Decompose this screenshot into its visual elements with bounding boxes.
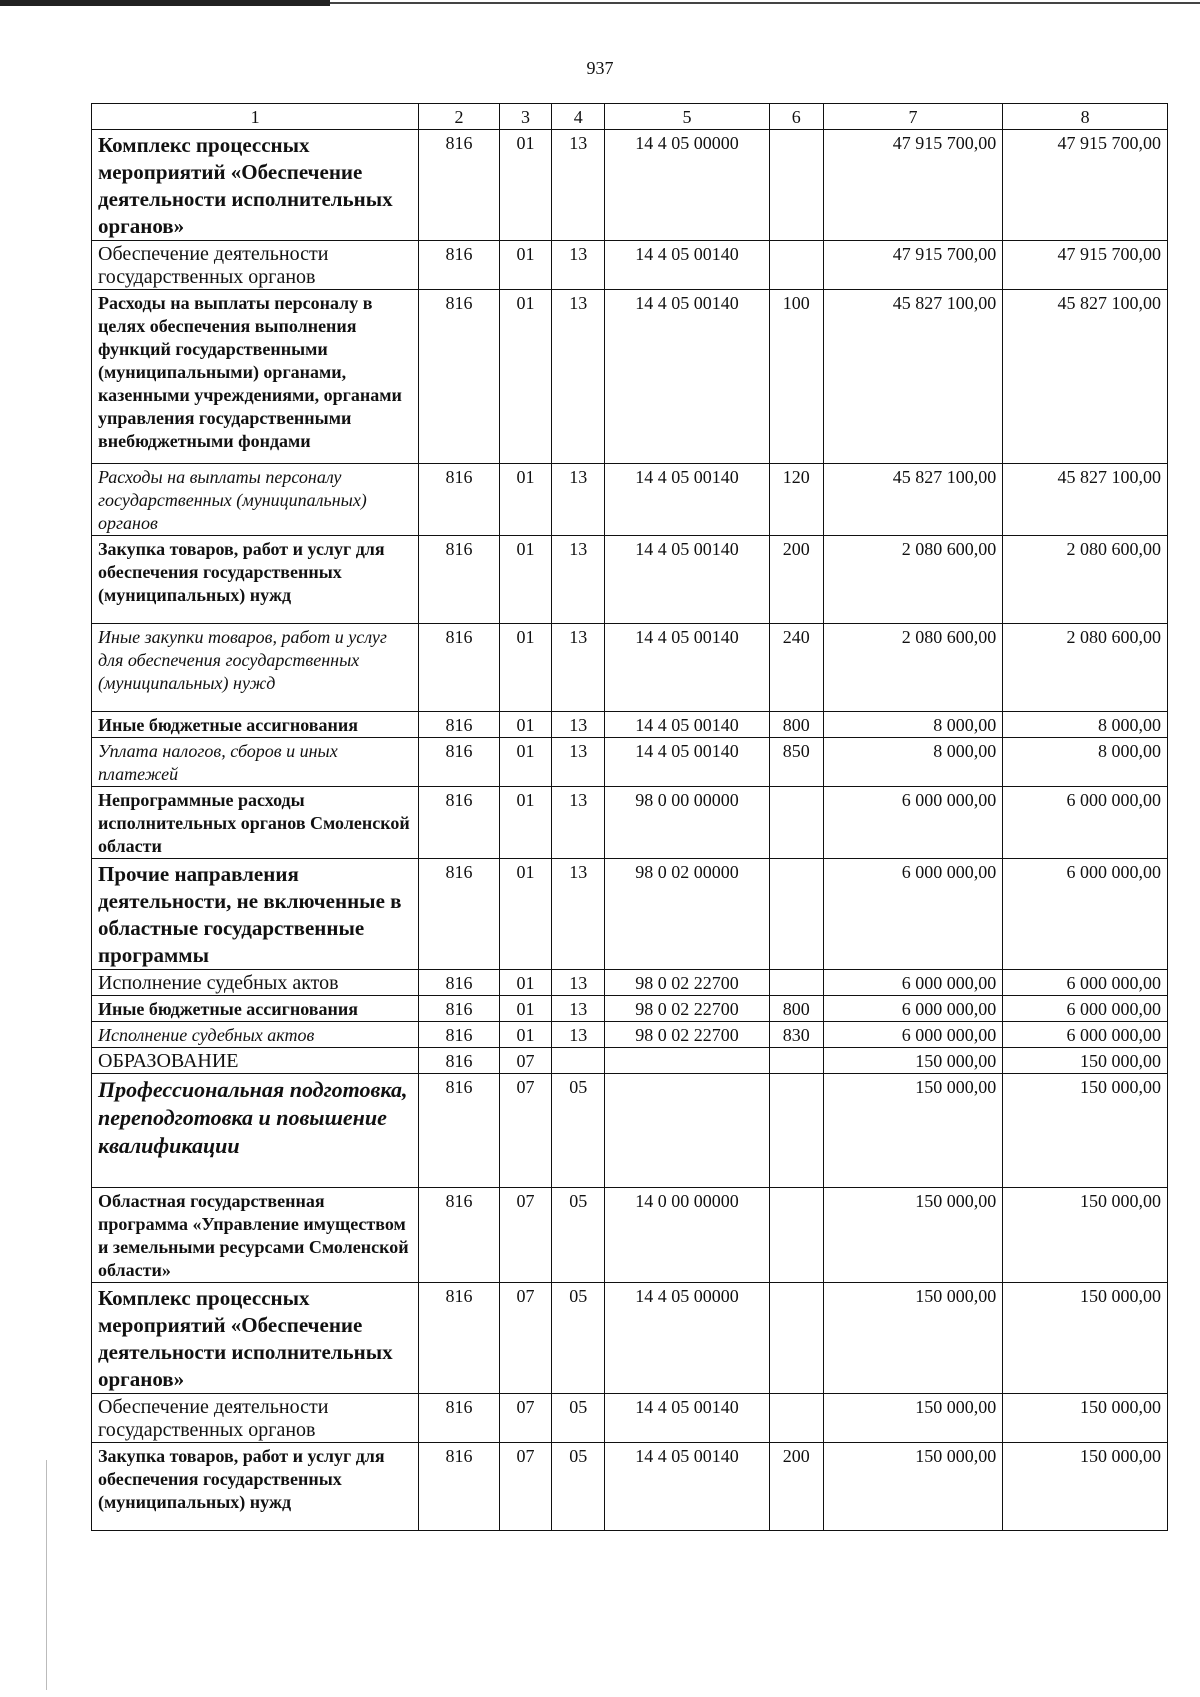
row-amount-cell: 8 000,00 bbox=[1003, 712, 1168, 738]
row-target-item-cell: 14 4 05 00140 bbox=[605, 712, 770, 738]
row-target-item-cell bbox=[605, 1048, 770, 1074]
row-expense-type-cell bbox=[769, 1074, 823, 1188]
header-cell: 1 bbox=[92, 104, 419, 130]
row-amount-cell: 8 000,00 bbox=[1003, 738, 1168, 787]
row-subsection-cell: 05 bbox=[552, 1074, 605, 1188]
row-name-cell: ОБРАЗОВАНИЕ bbox=[92, 1048, 419, 1074]
row-amount-cell: 45 827 100,00 bbox=[823, 464, 1003, 536]
row-expense-type-cell bbox=[769, 970, 823, 996]
row-section-cell: 01 bbox=[499, 290, 552, 464]
row-amount-cell: 150 000,00 bbox=[823, 1074, 1003, 1188]
row-admin-code-cell: 816 bbox=[419, 996, 499, 1022]
row-amount-cell: 6 000 000,00 bbox=[823, 996, 1003, 1022]
row-subsection-cell: 13 bbox=[552, 738, 605, 787]
row-subsection-cell: 13 bbox=[552, 712, 605, 738]
row-amount-cell: 150 000,00 bbox=[823, 1188, 1003, 1283]
row-amount-cell: 6 000 000,00 bbox=[1003, 1022, 1168, 1048]
row-admin-code-cell: 816 bbox=[419, 738, 499, 787]
table-row bbox=[92, 859, 1168, 970]
row-admin-code-cell: 816 bbox=[419, 970, 499, 996]
row-amount-cell: 6 000 000,00 bbox=[1003, 859, 1168, 970]
row-admin-code-cell: 816 bbox=[419, 536, 499, 624]
header-cell: 5 bbox=[605, 104, 770, 130]
row-subsection-cell: 13 bbox=[552, 1022, 605, 1048]
row-amount-cell: 150 000,00 bbox=[1003, 1048, 1168, 1074]
row-expense-type-cell: 850 bbox=[769, 738, 823, 787]
row-section-cell: 07 bbox=[499, 1188, 552, 1283]
row-subsection-cell: 13 bbox=[552, 130, 605, 241]
row-subsection-cell: 13 bbox=[552, 290, 605, 464]
table-row bbox=[92, 1074, 1168, 1188]
table-row bbox=[92, 1022, 1168, 1048]
row-amount-cell: 6 000 000,00 bbox=[823, 970, 1003, 996]
row-target-item-cell bbox=[605, 1074, 770, 1188]
table-row bbox=[92, 712, 1168, 738]
row-amount-cell: 150 000,00 bbox=[1003, 1443, 1168, 1531]
row-subsection-cell: 13 bbox=[552, 536, 605, 624]
row-amount-cell: 150 000,00 bbox=[823, 1048, 1003, 1074]
row-amount-cell: 150 000,00 bbox=[1003, 1394, 1168, 1443]
table-row bbox=[92, 970, 1168, 996]
row-expense-type-cell: 200 bbox=[769, 1443, 823, 1531]
table-row bbox=[92, 624, 1168, 712]
table-row bbox=[92, 536, 1168, 624]
row-admin-code-cell: 816 bbox=[419, 859, 499, 970]
table-row bbox=[92, 464, 1168, 536]
row-expense-type-cell bbox=[769, 241, 823, 290]
row-section-cell: 07 bbox=[499, 1283, 552, 1394]
row-amount-cell: 47 915 700,00 bbox=[1003, 241, 1168, 290]
table-row bbox=[92, 290, 1168, 464]
row-amount-cell: 47 915 700,00 bbox=[823, 130, 1003, 241]
header-cell: 6 bbox=[769, 104, 823, 130]
row-section-cell: 01 bbox=[499, 130, 552, 241]
row-name-cell: Областная государственная программа «Управление имуществом и земельными ресурсами Смоленской области» bbox=[92, 1188, 419, 1283]
row-amount-cell: 8 000,00 bbox=[823, 712, 1003, 738]
row-subsection-cell: 05 bbox=[552, 1443, 605, 1531]
row-target-item-cell: 14 4 05 00140 bbox=[605, 241, 770, 290]
table-row bbox=[92, 996, 1168, 1022]
row-admin-code-cell: 816 bbox=[419, 1394, 499, 1443]
row-name-cell: Исполнение судебных актов bbox=[92, 1022, 419, 1048]
table-row bbox=[92, 1443, 1168, 1531]
row-section-cell: 07 bbox=[499, 1443, 552, 1531]
row-amount-cell: 2 080 600,00 bbox=[1003, 624, 1168, 712]
row-amount-cell: 150 000,00 bbox=[823, 1394, 1003, 1443]
row-name-cell: Непрограммные расходы исполнительных органов Смоленской области bbox=[92, 787, 419, 859]
row-expense-type-cell: 100 bbox=[769, 290, 823, 464]
row-expense-type-cell: 240 bbox=[769, 624, 823, 712]
row-name-cell: Исполнение судебных актов bbox=[92, 970, 419, 996]
row-name-cell: Профессиональная подготовка, переподготовка и повышение квалификации bbox=[92, 1074, 419, 1188]
row-amount-cell: 6 000 000,00 bbox=[823, 859, 1003, 970]
row-target-item-cell: 14 4 05 00000 bbox=[605, 1283, 770, 1394]
row-name-cell: Иные бюджетные ассигнования bbox=[92, 996, 419, 1022]
row-subsection-cell: 05 bbox=[552, 1188, 605, 1283]
row-expense-type-cell: 800 bbox=[769, 996, 823, 1022]
row-target-item-cell: 98 0 02 22700 bbox=[605, 970, 770, 996]
row-target-item-cell: 14 4 05 00140 bbox=[605, 738, 770, 787]
row-expense-type-cell bbox=[769, 1188, 823, 1283]
row-expense-type-cell bbox=[769, 787, 823, 859]
row-subsection-cell: 13 bbox=[552, 859, 605, 970]
header-cell: 4 bbox=[552, 104, 605, 130]
row-subsection-cell: 05 bbox=[552, 1394, 605, 1443]
row-admin-code-cell: 816 bbox=[419, 1443, 499, 1531]
row-section-cell: 01 bbox=[499, 536, 552, 624]
row-section-cell: 01 bbox=[499, 859, 552, 970]
row-name-cell: Иные бюджетные ассигнования bbox=[92, 712, 419, 738]
row-section-cell: 01 bbox=[499, 738, 552, 787]
row-amount-cell: 2 080 600,00 bbox=[1003, 536, 1168, 624]
row-target-item-cell: 14 4 05 00140 bbox=[605, 464, 770, 536]
row-expense-type-cell bbox=[769, 859, 823, 970]
table-row bbox=[92, 1188, 1168, 1283]
table-row bbox=[92, 1048, 1168, 1074]
row-target-item-cell: 14 4 05 00140 bbox=[605, 536, 770, 624]
row-target-item-cell: 14 4 05 00000 bbox=[605, 130, 770, 241]
row-name-cell: Расходы на выплаты персоналу государственных (муниципальных) органов bbox=[92, 464, 419, 536]
budget-table bbox=[91, 103, 1168, 1531]
row-admin-code-cell: 816 bbox=[419, 1074, 499, 1188]
row-name-cell: Комплекс процессных мероприятий «Обеспечение деятельности исполнительных органов» bbox=[92, 130, 419, 241]
scan-edge-mark bbox=[0, 0, 330, 6]
row-target-item-cell: 14 0 00 00000 bbox=[605, 1188, 770, 1283]
header-cell: 7 bbox=[823, 104, 1003, 130]
table-row bbox=[92, 787, 1168, 859]
row-section-cell: 01 bbox=[499, 464, 552, 536]
row-amount-cell: 47 915 700,00 bbox=[823, 241, 1003, 290]
row-expense-type-cell: 120 bbox=[769, 464, 823, 536]
row-subsection-cell: 13 bbox=[552, 624, 605, 712]
row-amount-cell: 150 000,00 bbox=[1003, 1188, 1168, 1283]
row-section-cell: 01 bbox=[499, 712, 552, 738]
row-subsection-cell: 13 bbox=[552, 787, 605, 859]
row-name-cell: Обеспечение деятельности государственных органов bbox=[92, 1394, 419, 1443]
row-amount-cell: 150 000,00 bbox=[823, 1443, 1003, 1531]
row-admin-code-cell: 816 bbox=[419, 464, 499, 536]
row-admin-code-cell: 816 bbox=[419, 712, 499, 738]
row-target-item-cell: 14 4 05 00140 bbox=[605, 1443, 770, 1531]
row-admin-code-cell: 816 bbox=[419, 624, 499, 712]
row-target-item-cell: 14 4 05 00140 bbox=[605, 1394, 770, 1443]
row-expense-type-cell: 800 bbox=[769, 712, 823, 738]
row-amount-cell: 45 827 100,00 bbox=[1003, 464, 1168, 536]
row-section-cell: 01 bbox=[499, 787, 552, 859]
table-header-row bbox=[92, 104, 1168, 130]
row-expense-type-cell bbox=[769, 1283, 823, 1394]
row-name-cell: Обеспечение деятельности государственных органов bbox=[92, 241, 419, 290]
table-row bbox=[92, 130, 1168, 241]
row-section-cell: 07 bbox=[499, 1074, 552, 1188]
row-amount-cell: 8 000,00 bbox=[823, 738, 1003, 787]
table-row bbox=[92, 1394, 1168, 1443]
row-name-cell: Прочие направления деятельности, не включенные в областные государственные программы bbox=[92, 859, 419, 970]
row-expense-type-cell: 830 bbox=[769, 1022, 823, 1048]
row-admin-code-cell: 816 bbox=[419, 290, 499, 464]
row-amount-cell: 6 000 000,00 bbox=[1003, 787, 1168, 859]
row-admin-code-cell: 816 bbox=[419, 241, 499, 290]
row-admin-code-cell: 816 bbox=[419, 1283, 499, 1394]
row-admin-code-cell: 816 bbox=[419, 1188, 499, 1283]
row-section-cell: 07 bbox=[499, 1394, 552, 1443]
row-amount-cell: 6 000 000,00 bbox=[823, 1022, 1003, 1048]
row-expense-type-cell bbox=[769, 130, 823, 241]
scan-edge-line bbox=[330, 2, 1200, 4]
row-amount-cell: 6 000 000,00 bbox=[1003, 996, 1168, 1022]
row-target-item-cell: 98 0 00 00000 bbox=[605, 787, 770, 859]
header-cell: 2 bbox=[419, 104, 499, 130]
row-admin-code-cell: 816 bbox=[419, 787, 499, 859]
row-subsection-cell: 13 bbox=[552, 241, 605, 290]
row-subsection-cell: 05 bbox=[552, 1283, 605, 1394]
row-amount-cell: 150 000,00 bbox=[823, 1283, 1003, 1394]
scan-margin-line bbox=[46, 1460, 47, 1690]
row-target-item-cell: 98 0 02 00000 bbox=[605, 859, 770, 970]
row-subsection-cell: 13 bbox=[552, 464, 605, 536]
row-subsection-cell bbox=[552, 1048, 605, 1074]
row-amount-cell: 45 827 100,00 bbox=[823, 290, 1003, 464]
row-admin-code-cell: 816 bbox=[419, 1048, 499, 1074]
row-admin-code-cell: 816 bbox=[419, 1022, 499, 1048]
row-subsection-cell: 13 bbox=[552, 970, 605, 996]
row-expense-type-cell: 200 bbox=[769, 536, 823, 624]
row-amount-cell: 45 827 100,00 bbox=[1003, 290, 1168, 464]
row-target-item-cell: 98 0 02 22700 bbox=[605, 996, 770, 1022]
table-row bbox=[92, 738, 1168, 787]
row-name-cell: Расходы на выплаты персоналу в целях обеспечения выполнения функций государственными (муниципальными) органами, казенными учреждениями, органами управления государственными внебюджетными фондами bbox=[92, 290, 419, 464]
row-name-cell: Комплекс процессных мероприятий «Обеспечение деятельности исполнительных органов» bbox=[92, 1283, 419, 1394]
row-section-cell: 01 bbox=[499, 624, 552, 712]
row-expense-type-cell bbox=[769, 1048, 823, 1074]
row-target-item-cell: 98 0 02 22700 bbox=[605, 1022, 770, 1048]
row-subsection-cell: 13 bbox=[552, 996, 605, 1022]
row-section-cell: 07 bbox=[499, 1048, 552, 1074]
row-section-cell: 01 bbox=[499, 996, 552, 1022]
table-row bbox=[92, 241, 1168, 290]
row-section-cell: 01 bbox=[499, 1022, 552, 1048]
table-row bbox=[92, 1283, 1168, 1394]
row-amount-cell: 6 000 000,00 bbox=[1003, 970, 1168, 996]
header-cell: 8 bbox=[1003, 104, 1168, 130]
row-admin-code-cell: 816 bbox=[419, 130, 499, 241]
header-cell: 3 bbox=[499, 104, 552, 130]
row-target-item-cell: 14 4 05 00140 bbox=[605, 290, 770, 464]
row-name-cell: Закупка товаров, работ и услуг для обеспечения государственных (муниципальных) нужд bbox=[92, 1443, 419, 1531]
row-amount-cell: 47 915 700,00 bbox=[1003, 130, 1168, 241]
row-section-cell: 01 bbox=[499, 970, 552, 996]
row-amount-cell: 6 000 000,00 bbox=[823, 787, 1003, 859]
row-amount-cell: 150 000,00 bbox=[1003, 1074, 1168, 1188]
row-amount-cell: 2 080 600,00 bbox=[823, 536, 1003, 624]
row-name-cell: Иные закупки товаров, работ и услуг для обеспечения государственных (муниципальных) нужд bbox=[92, 624, 419, 712]
row-name-cell: Уплата налогов, сборов и иных платежей bbox=[92, 738, 419, 787]
row-section-cell: 01 bbox=[499, 241, 552, 290]
row-expense-type-cell bbox=[769, 1394, 823, 1443]
row-amount-cell: 2 080 600,00 bbox=[823, 624, 1003, 712]
page-number: 937 bbox=[586, 58, 614, 78]
row-name-cell: Закупка товаров, работ и услуг для обеспечения государственных (муниципальных) нужд bbox=[92, 536, 419, 624]
row-target-item-cell: 14 4 05 00140 bbox=[605, 624, 770, 712]
row-amount-cell: 150 000,00 bbox=[1003, 1283, 1168, 1394]
